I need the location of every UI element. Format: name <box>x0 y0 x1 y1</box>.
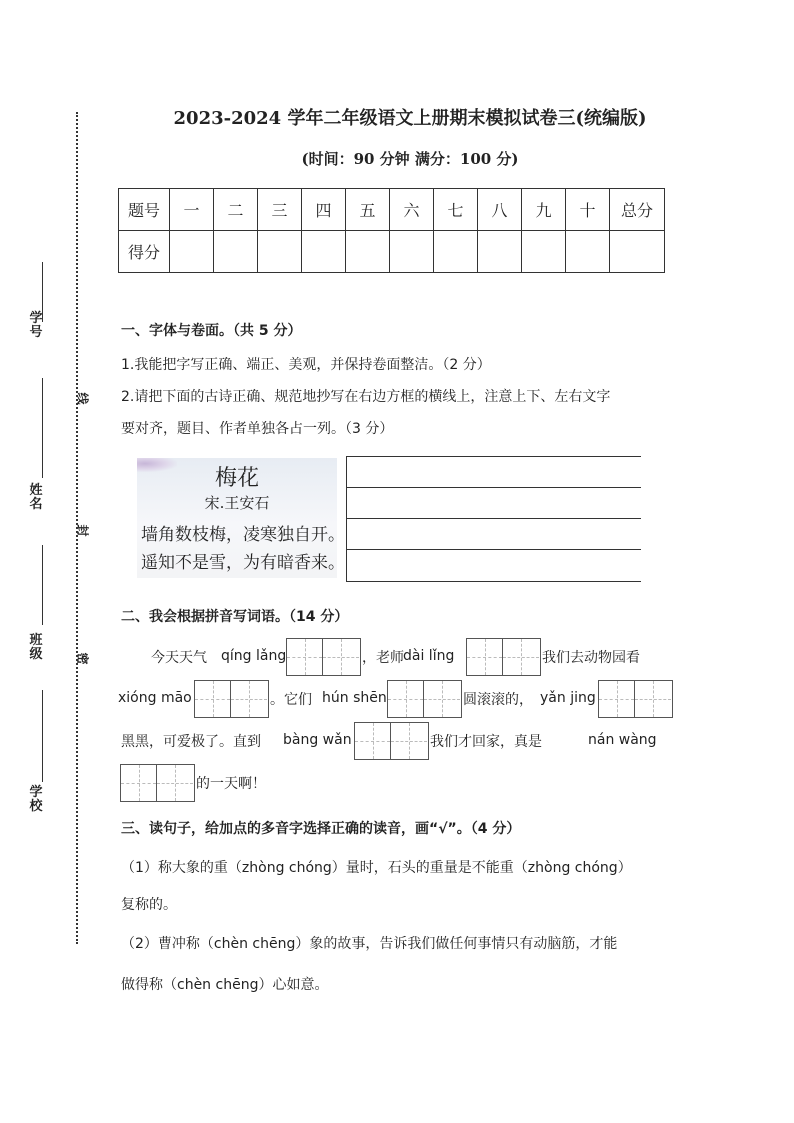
score-cell[interactable] <box>390 231 434 273</box>
school-label: 学校 <box>29 785 43 814</box>
poem-title: 梅花 <box>214 466 259 491</box>
score-cell[interactable] <box>522 231 566 273</box>
section1-q2-line1: 2.请把下面的古诗正确、规范地抄写在右边方框的横线上，注意上下、左右文字 <box>121 389 611 405</box>
poem-line-2: 遥知不是雪，为有暗香来。 <box>141 553 345 573</box>
writing-cell[interactable] <box>157 765 193 801</box>
writing-box-6[interactable] <box>354 722 429 760</box>
writing-cell[interactable] <box>467 639 503 675</box>
poem-line-1: 墙角数枝梅，凌寒独自开。 <box>141 525 345 545</box>
s2-pinyin-2: dài lǐng <box>403 648 455 664</box>
score-col: 九 <box>522 189 566 231</box>
score-table <box>118 188 665 273</box>
seal-char-xian: 线 <box>75 392 90 405</box>
score-col: 一 <box>170 189 214 231</box>
writing-cell[interactable] <box>287 639 323 675</box>
s2-text-8: 的一天啊！ <box>196 776 266 792</box>
score-col: 十 <box>566 189 610 231</box>
score-cell[interactable] <box>478 231 522 273</box>
score-total-cell[interactable] <box>610 231 665 273</box>
score-col: 七 <box>434 189 478 231</box>
poem-author: 宋.王安石 <box>204 494 270 512</box>
writing-cell[interactable] <box>424 681 460 717</box>
score-col: 三 <box>258 189 302 231</box>
writing-cell[interactable] <box>635 681 671 717</box>
score-cell[interactable] <box>434 231 478 273</box>
s2-pinyin-3: xióng māo <box>118 690 192 706</box>
writing-cell[interactable] <box>323 639 359 675</box>
score-cell[interactable] <box>170 231 214 273</box>
s3-sentence2-line1: （2）曹冲称（chèn chēng）象的故事，告诉我们做任何事情只有动脑筋，才能 <box>121 936 618 952</box>
name-line <box>42 378 43 478</box>
seal-char-feng: 封 <box>75 524 90 537</box>
class-label: 班级 <box>29 633 43 662</box>
writing-cell[interactable] <box>121 765 157 801</box>
exam-title: 2023-2024 学年二年级语文上册期末模拟试卷三(统编版) <box>173 108 647 129</box>
s3-sentence1-line1: （1）称大象的重（zhòng chóng）量时，石头的重量是不能重（zhòng chóng） <box>121 860 632 876</box>
class-line <box>42 545 43 625</box>
score-cell[interactable] <box>346 231 390 273</box>
score-col: 八 <box>478 189 522 231</box>
score-total-label: 总分 <box>610 189 665 231</box>
writing-box-7[interactable] <box>120 764 195 802</box>
score-table-header-row <box>119 189 665 231</box>
writing-cell[interactable] <box>195 681 231 717</box>
seal-char-mi: 密 <box>75 652 90 665</box>
school-line <box>42 690 43 782</box>
section1-q1: 1.我能把字写正确、端正、美观，并保持卷面整洁。（2 分） <box>121 357 491 373</box>
section1-heading: 一、字体与卷面。（共 5 分） <box>121 323 302 339</box>
writing-cell[interactable] <box>231 681 267 717</box>
writing-cell[interactable] <box>391 723 427 759</box>
score-cell[interactable] <box>302 231 346 273</box>
writing-cell[interactable] <box>355 723 391 759</box>
writing-cell[interactable] <box>388 681 424 717</box>
copy-line[interactable] <box>347 550 641 580</box>
score-cell[interactable] <box>566 231 610 273</box>
s3-sentence2-line2: 做得称（chèn chēng）心如意。 <box>121 977 329 993</box>
writing-box-1[interactable] <box>286 638 361 676</box>
poem-copy-box[interactable] <box>346 456 641 582</box>
writing-box-2[interactable] <box>466 638 541 676</box>
score-table-score-row <box>119 231 665 273</box>
writing-box-5[interactable] <box>598 680 673 718</box>
s2-text-4: 。它们 <box>270 692 312 708</box>
score-cell[interactable] <box>214 231 258 273</box>
score-cell[interactable] <box>258 231 302 273</box>
score-col: 四 <box>302 189 346 231</box>
copy-line[interactable] <box>347 519 641 550</box>
score-header-label: 题号 <box>119 189 170 231</box>
copy-line[interactable] <box>347 457 641 488</box>
s2-text-1: 今天天气 <box>151 650 207 666</box>
score-row-label: 得分 <box>119 231 170 273</box>
s2-text-7: 我们才回家，真是 <box>430 734 542 750</box>
s2-pinyin-1: qíng lǎng <box>221 648 287 664</box>
section1-q2-line2: 要对齐，题目、作者单独各占一列。（3 分） <box>121 421 394 437</box>
exam-subtitle: (时间：90 分钟 满分：100 分) <box>301 150 519 168</box>
writing-cell[interactable] <box>503 639 539 675</box>
student-id-label: 学号 <box>29 311 43 340</box>
s2-pinyin-4: hún shēn <box>322 690 387 706</box>
section3-heading: 三、读句子，给加点的多音字选择正确的读音，画“√”。（4 分） <box>121 821 521 837</box>
name-label: 姓名 <box>29 483 43 512</box>
s2-text-5: 圆滚滚的， <box>463 692 533 708</box>
s2-pinyin-5: yǎn jing <box>540 690 596 706</box>
s2-text-6: 黑黑，可爱极了。直到 <box>121 734 261 750</box>
writing-box-4[interactable] <box>387 680 462 718</box>
s3-sentence1-line2: 复称的。 <box>121 897 177 913</box>
score-col: 六 <box>390 189 434 231</box>
s2-text-2: ，老师 <box>362 650 404 666</box>
writing-box-3[interactable] <box>194 680 269 718</box>
writing-cell[interactable] <box>599 681 635 717</box>
s2-text-3: 我们去动物园看 <box>542 650 640 666</box>
score-col: 二 <box>214 189 258 231</box>
copy-line[interactable] <box>347 488 641 519</box>
s2-pinyin-7: nán wàng <box>588 732 657 748</box>
poem-image <box>137 458 345 578</box>
score-col: 五 <box>346 189 390 231</box>
s2-pinyin-6: bàng wǎn <box>283 732 352 748</box>
section2-heading: 二、我会根据拼音写词语。（14 分） <box>121 609 349 625</box>
